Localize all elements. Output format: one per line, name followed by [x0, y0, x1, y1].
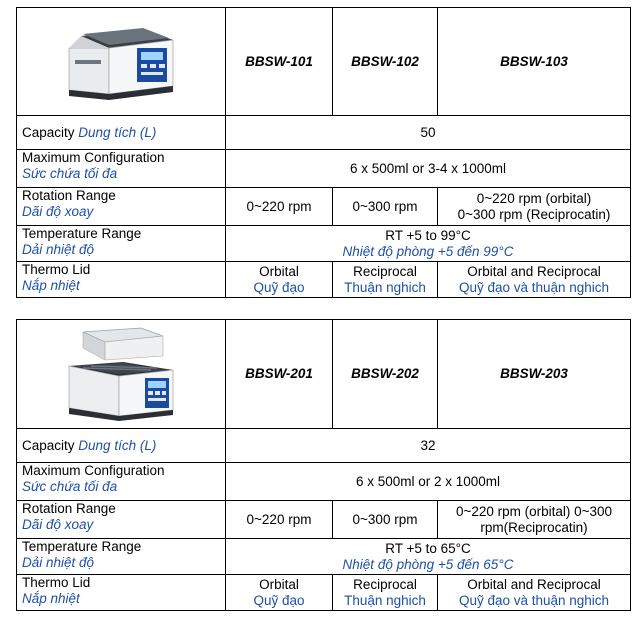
temperature-value: RT +5 to 99°C Nhiệt độ phòng +5 đến 99°C [226, 226, 631, 262]
shaking-water-bath-closed-icon [61, 22, 181, 102]
model-name: BBSW-203 [438, 320, 631, 429]
model-name: BBSW-201 [226, 320, 333, 429]
row-label-rotation: Rotation Range Dãi độ xoay [17, 188, 226, 226]
model-name: BBSW-103 [438, 8, 631, 116]
rotation-value: 0~220 rpm (orbital) 0~300 rpm (Reciprocatin) [438, 188, 631, 226]
lid-value: Reciprocal Thuận nghich [333, 575, 438, 611]
rotation-value: 0~300 rpm [333, 501, 438, 539]
row-label-capacity: Capacity Dung tích (L) [17, 429, 226, 463]
row-label-max-config: Maximum Configuration Sức chứa tối đa [17, 463, 226, 501]
model-name: BBSW-102 [333, 8, 438, 116]
row-label-rotation: Rotation Range Dãi độ xoay [17, 501, 226, 539]
rotation-value: 0~220 rpm [226, 501, 333, 539]
row-label-temperature: Temperature Range Dải nhiệt độ [17, 539, 226, 575]
row-label-thermo-lid: Thermo Lid Nắp nhiệt [17, 262, 226, 298]
spec-table-2 [16, 319, 631, 611]
rotation-value: 0~300 rpm [333, 188, 438, 226]
lid-value: Reciprocal Thuận nghich [333, 262, 438, 298]
max-config-value: 6 x 500ml or 3-4 x 1000ml [226, 150, 631, 188]
shaking-water-bath-open-icon [61, 326, 181, 422]
product-image-cell [17, 8, 226, 116]
row-label-thermo-lid: Thermo Lid Nắp nhiệt [17, 575, 226, 611]
temperature-value: RT +5 to 65°C Nhiệt độ phòng +5 đến 65°C [226, 539, 631, 575]
lid-value: Orbital Quỹ đạo [226, 575, 333, 611]
model-name: BBSW-101 [226, 8, 333, 116]
lid-value: Orbital Quỹ đạo [226, 262, 333, 298]
capacity-value: 50 [226, 116, 631, 150]
row-label-max-config: Maximum Configuration Sức chứa tối đa [17, 150, 226, 188]
lid-value: Orbital and Reciprocal Quỹ đạo và thuận nghich [438, 575, 631, 611]
row-label-temperature: Temperature Range Dải nhiệt độ [17, 226, 226, 262]
capacity-value: 32 [226, 429, 631, 463]
rotation-value: 0~220 rpm (orbital) 0~300 rpm(Reciprocatin) [438, 501, 631, 539]
spec-table-1 [16, 7, 631, 298]
rotation-value: 0~220 rpm [226, 188, 333, 226]
model-name: BBSW-202 [333, 320, 438, 429]
product-image-cell [17, 320, 226, 429]
row-label-capacity: Capacity Dung tích (L) [17, 116, 226, 150]
max-config-value: 6 x 500ml or 2 x 1000ml [226, 463, 631, 501]
lid-value: Orbital and Reciprocal Quỹ đạo và thuận nghich [438, 262, 631, 298]
